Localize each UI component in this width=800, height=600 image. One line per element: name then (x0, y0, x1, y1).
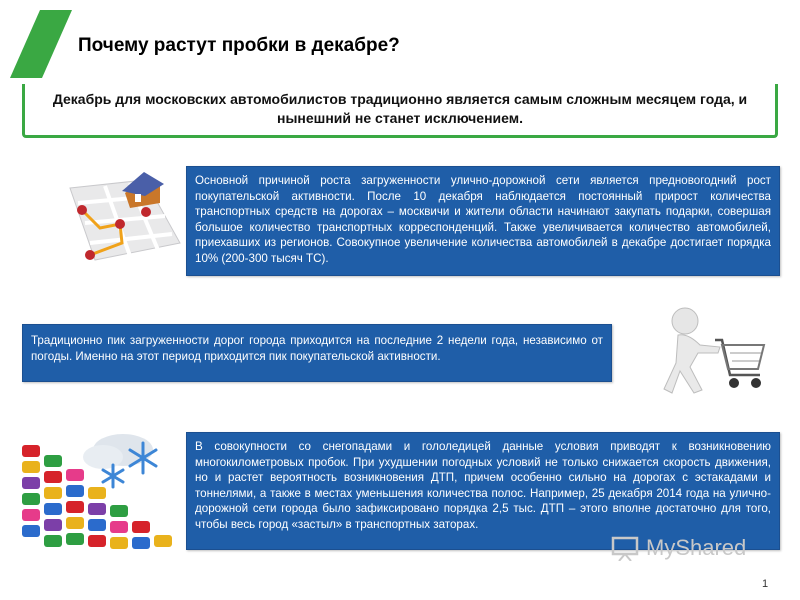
page-title: Почему растут пробки в декабре? (78, 35, 400, 56)
page-number: 1 (762, 578, 769, 590)
map-route-icon (50, 158, 190, 273)
shopping-cart-figure-icon (660, 305, 770, 400)
info-box-peak-period: Традиционно пик загруженности дорог города приходится на последние 2 недели года, независимо от погоды. Именно на этот период приходится пик покупательской активности. (22, 324, 612, 382)
info-box-main-cause: Основной причиной роста загруженности улично-дорожной сети является предновогодний рост покупательской активности. После 10 декабря наблюдается постоянный прирост количества транспортных средств на дорогах – москвичи и жители области начинают закупать подарки, совершая большое количество транспортных корреспонденций. Также увеличивается количество автомобилей, приехавших из регионов. Совокупное увеличение количества автомобилей в декабре достигает порядка 10% (200-300 тысяч ТС). (186, 166, 780, 276)
traffic-jam-snow-icon (18, 425, 188, 555)
watermark (610, 535, 746, 561)
watermark-text: MyShared (646, 535, 747, 560)
green-slash-decoration (0, 0, 80, 80)
info-box-weather-conditions: В совокупности со снегопадами и гололедицей данные условия приводят к возникновению многокилометровых пробок. При ухудшении погодных условий не только снижается скорость движения, но и растет вероятность возникновения ДТП, причем особенно сильно на дорогах с эстакадами и тоннелями, а также в местах уменьшения количества полос. Например, 25 декабря 2014 года на улично-дорожной сети города было зафиксировано порядка 2,5 тыс. ДТП – этого вполне достаточно для того, чтобы весь город «застыл» в транспортных заторах. (186, 432, 780, 550)
presentation-icon (610, 535, 640, 561)
subtitle-text: Декабрь для московских автомобилистов традиционно является самым сложным месяцем года, и нынешний не станет исключением. (52, 91, 748, 126)
